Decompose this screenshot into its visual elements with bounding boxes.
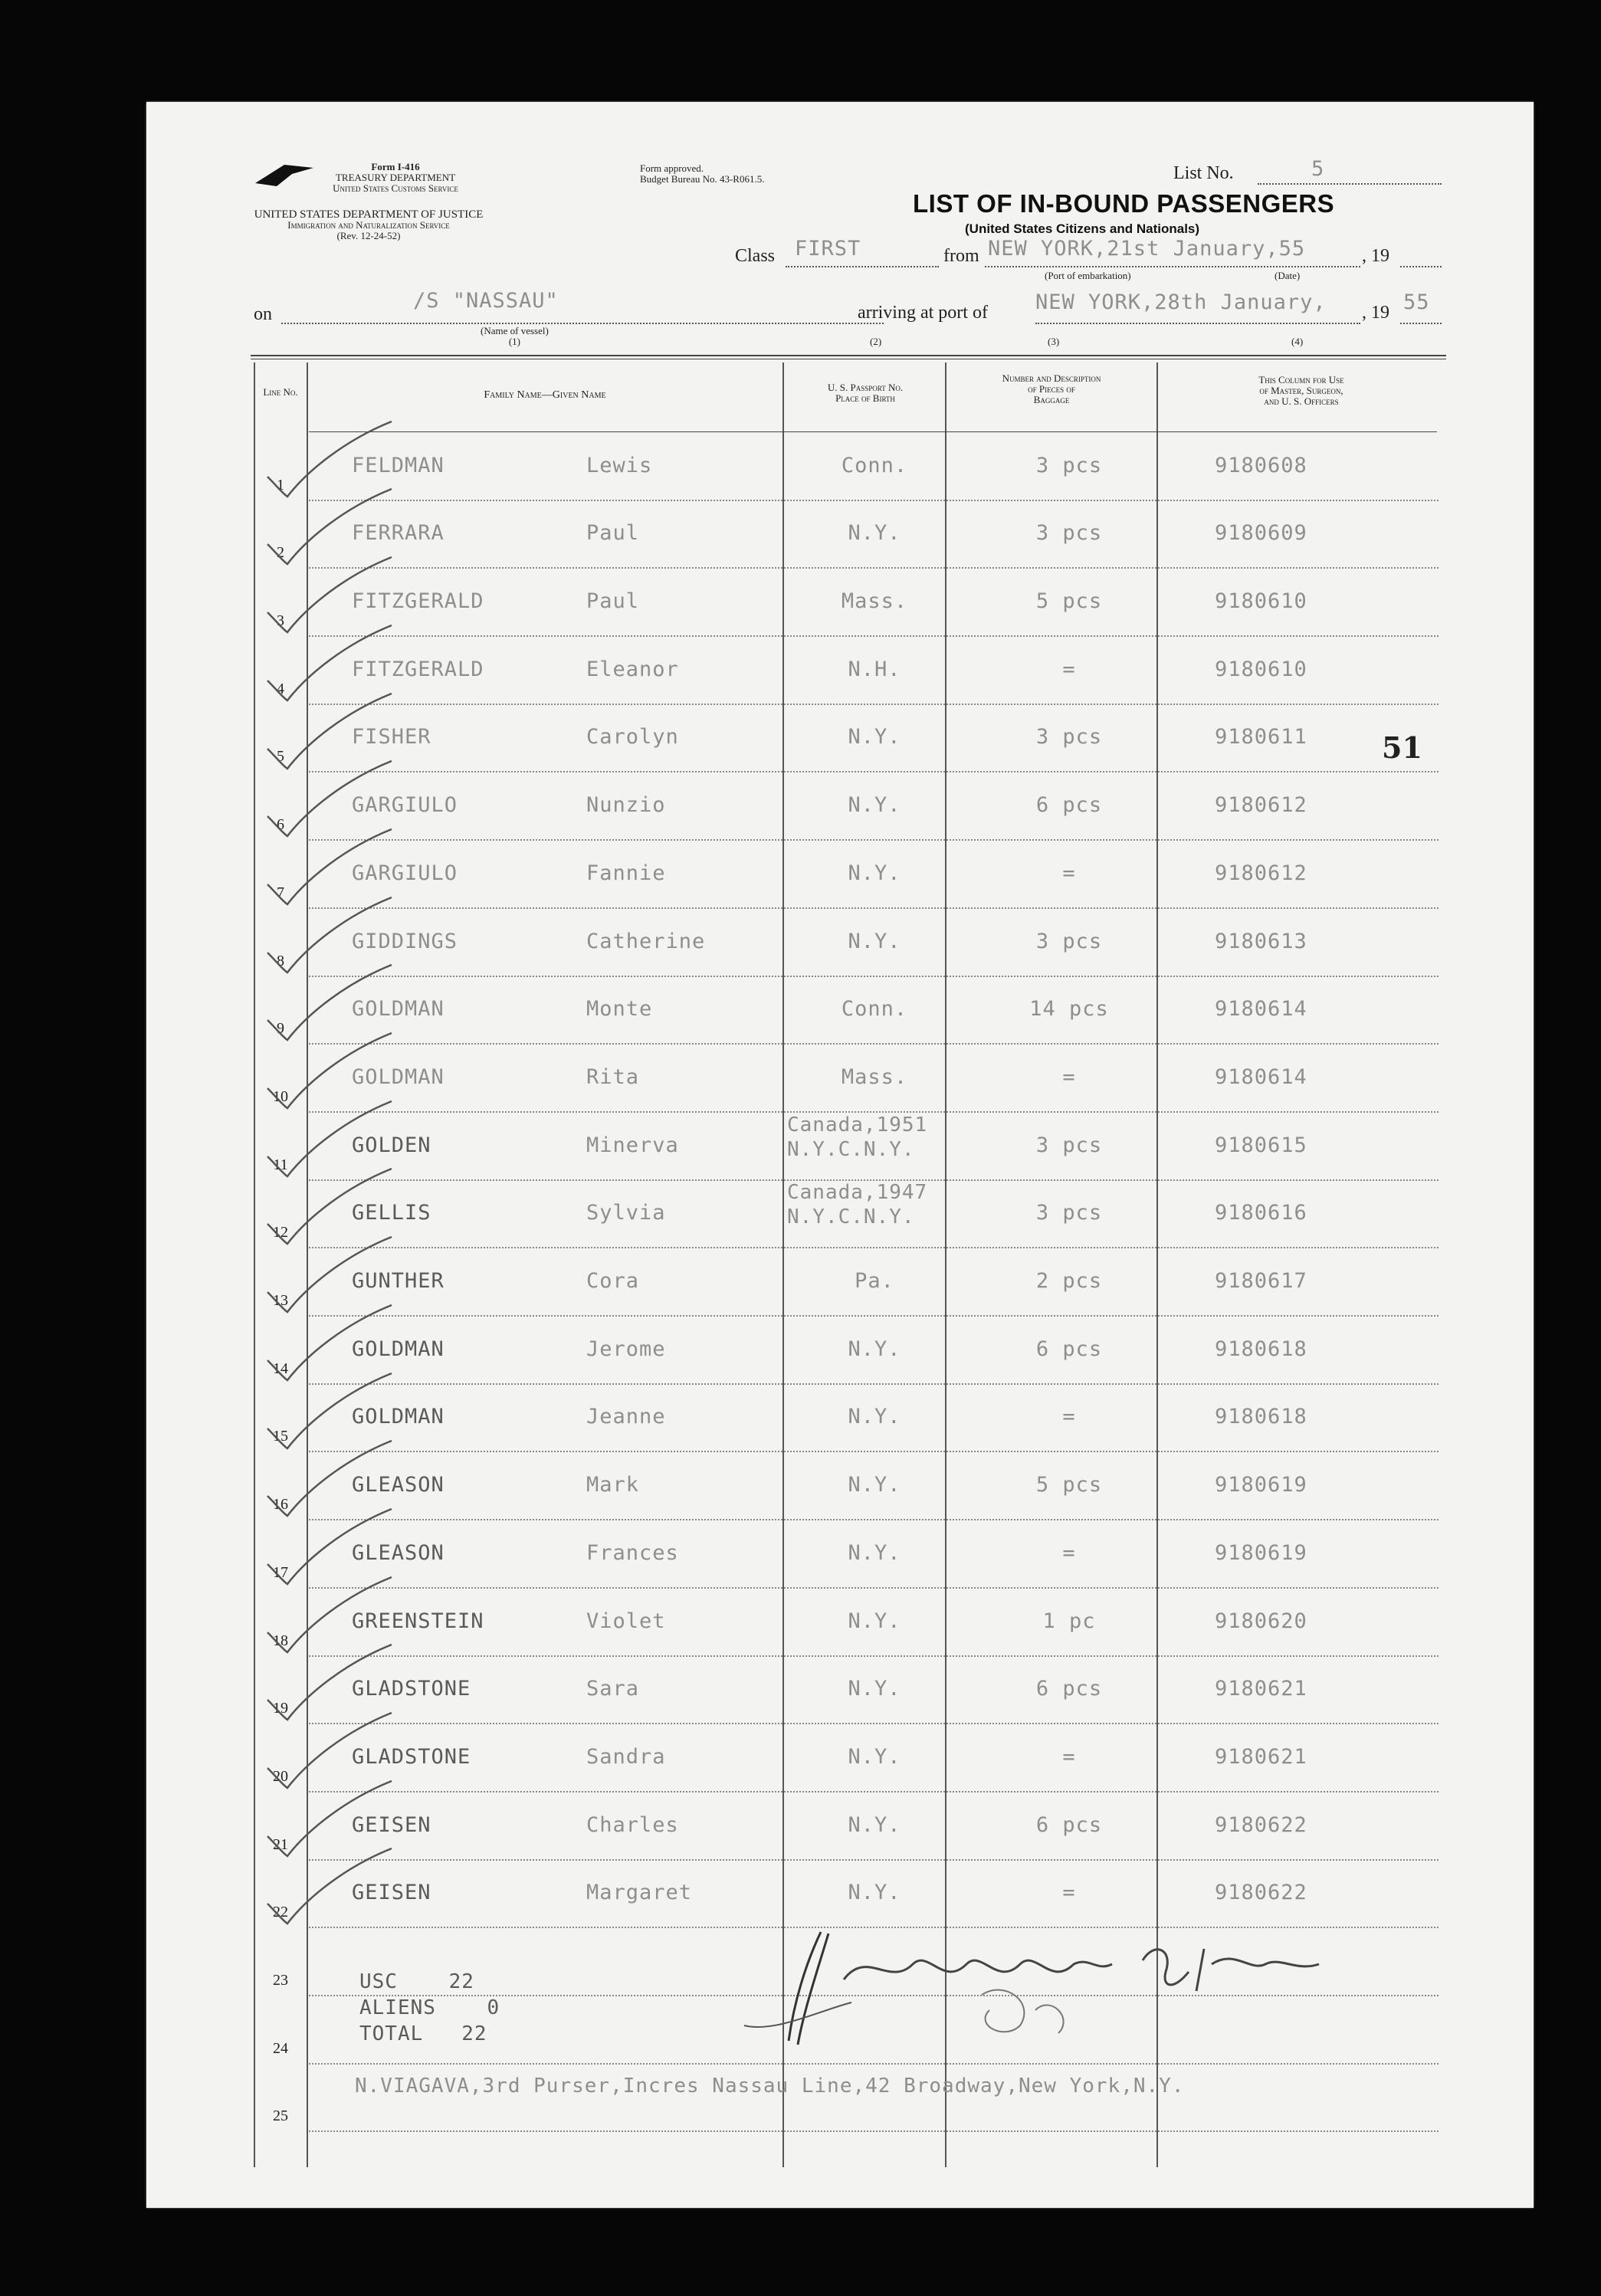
list-no-rule [1258, 183, 1442, 185]
list-no-label: List No. [1173, 163, 1234, 183]
given-name: Margaret [586, 1881, 693, 1905]
officer-code: 9180622 [1215, 1881, 1307, 1905]
handwritten-annotation-51: 51 [1382, 730, 1422, 765]
given-name: Rita [586, 1064, 640, 1089]
officer-code: 9180617 [1215, 1269, 1307, 1294]
officer-code: 9180614 [1215, 997, 1307, 1022]
revision-date: (Rev. 12-24-52) [336, 230, 401, 241]
officers-heading-2: of Master, Surgeon, [1259, 385, 1343, 396]
class-value: FIRST [795, 237, 861, 261]
baggage: = [1062, 861, 1076, 885]
baggage: 14 pcs [1029, 997, 1109, 1022]
arriving-rule [1035, 323, 1360, 324]
port-embarkation-caption: (Port of embarkation) [1045, 270, 1131, 281]
row-rule [309, 2130, 1439, 2132]
family-name: GLADSTONE [352, 1744, 471, 1769]
officer-code: 9180614 [1215, 1064, 1307, 1089]
line-number: 12 [273, 1224, 288, 1241]
officer-code: 9180612 [1215, 861, 1307, 885]
given-name: Mark [586, 1473, 640, 1497]
master-signature [714, 1918, 1350, 2064]
birthplace: N.Y. [848, 1744, 901, 1769]
baggage: = [1062, 1744, 1076, 1769]
given-name: Lewis [586, 453, 653, 477]
family-name: GOLDMAN [352, 1337, 445, 1361]
birthplace: Pa. [855, 1269, 894, 1294]
on-label: on [254, 304, 272, 324]
officers-heading-1: This Column for Use [1258, 374, 1344, 385]
arriving-value: NEW YORK,28th January, [1035, 290, 1327, 314]
baggage: 2 pcs [1035, 1269, 1103, 1294]
baggage: = [1062, 1405, 1076, 1429]
line-number: 24 [273, 2039, 288, 2057]
total-value: 22 [461, 2022, 487, 2045]
birthplace: N.Y. [848, 1812, 901, 1837]
line-number: 10 [273, 1087, 288, 1105]
baggage: = [1062, 1881, 1076, 1905]
year-value-2: 55 [1403, 290, 1430, 314]
line-number: 15 [273, 1428, 288, 1445]
line-number: 6 [277, 816, 284, 834]
officers-heading-3: and U. S. Officers [1264, 395, 1339, 407]
given-name: Minerva [586, 1133, 679, 1157]
arriving-label: arriving at port of [858, 303, 988, 323]
officer-code: 9180616 [1215, 1201, 1307, 1225]
vessel-caption-text: (Name of vessel) [481, 325, 549, 336]
family-name: GLADSTONE [352, 1677, 471, 1701]
officer-code: 9180618 [1215, 1405, 1307, 1429]
family-name: GOLDMAN [352, 1405, 445, 1429]
given-name: Sylvia [586, 1201, 666, 1225]
from-rule [985, 266, 1360, 267]
given-name: Violet [586, 1609, 666, 1633]
total-row [359, 2021, 500, 2047]
ins-service: Immigration and Naturalization Service [287, 219, 450, 231]
family-name: GELLIS [352, 1201, 431, 1225]
baggage: = [1062, 1540, 1076, 1565]
birthplace: N.H. [848, 657, 901, 681]
given-name: Carolyn [586, 725, 679, 749]
given-name: Catherine [586, 929, 706, 953]
family-name: GEISEN [352, 1812, 431, 1837]
family-name: GOLDEN [352, 1133, 431, 1157]
line-number: 3 [277, 612, 284, 630]
family-name: GLEASON [352, 1473, 445, 1497]
column-header-line-no [255, 387, 306, 398]
given-name: Monte [586, 997, 653, 1022]
birthplace: N.Y. [848, 1473, 901, 1497]
family-name: GARGIULO [352, 793, 458, 818]
baggage: 3 pcs [1035, 453, 1103, 477]
line-number: 7 [277, 884, 284, 901]
birthplace: N.Y. [848, 1881, 901, 1905]
officer-code: 9180610 [1215, 657, 1307, 681]
justice-dept: UNITED STATES DEPARTMENT OF JUSTICE [254, 208, 484, 221]
list-no-value: 5 [1311, 157, 1325, 181]
officer-code: 9180619 [1215, 1473, 1307, 1497]
given-name: Eleanor [586, 657, 679, 681]
family-name: FISHER [352, 725, 431, 749]
birthplace: N.Y. [848, 1405, 901, 1429]
officer-code: 9180621 [1215, 1744, 1307, 1769]
line-number: 5 [277, 748, 284, 766]
baggage-heading-2: of Pieces of [1028, 383, 1075, 395]
officer-code: 9180612 [1215, 793, 1307, 818]
officer-code: 9180608 [1215, 453, 1307, 477]
officer-code: 9180609 [1215, 521, 1307, 546]
given-name: Fannie [586, 861, 666, 885]
birthplace: N.Y. [848, 1677, 901, 1701]
eagle-logo-icon [254, 160, 315, 191]
passenger-manifest-page [146, 102, 1534, 2208]
column-caption-4: (4) [1291, 336, 1304, 347]
year-rule-1 [1400, 266, 1442, 267]
column-header-baggage [948, 373, 1155, 405]
baggage: 6 pcs [1035, 1812, 1103, 1837]
totals-block [359, 1969, 500, 2047]
usc-row [359, 1969, 500, 1995]
class-rule [786, 266, 939, 267]
birthplace: Conn. [841, 997, 908, 1022]
birthplace: N.Y. [848, 1609, 901, 1633]
vessel-rule [281, 323, 884, 324]
birthplace: Canada,1947 [787, 1181, 928, 1205]
line-number: 20 [273, 1767, 288, 1785]
baggage-heading-1: Number and Description [1002, 372, 1101, 384]
birthplace: Mass. [841, 589, 908, 614]
birthplace: N.Y. [848, 861, 901, 885]
family-name: FERRARA [352, 521, 445, 546]
baggage: 6 pcs [1035, 1337, 1103, 1361]
aliens-value: 0 [487, 1996, 500, 2019]
officer-code: 9180622 [1215, 1812, 1307, 1837]
officer-code: 9180615 [1215, 1133, 1307, 1157]
page-title: LIST OF IN-BOUND PASSENGERS [913, 189, 1335, 218]
vessel-caption-number: (1) [508, 336, 520, 347]
line-number: 19 [273, 1700, 288, 1717]
year-label-1: , 19 [1362, 246, 1389, 266]
given-name: Jeanne [586, 1405, 666, 1429]
family-name: FELDMAN [352, 453, 445, 477]
baggage: 3 pcs [1035, 521, 1103, 546]
officer-code: 9180611 [1215, 725, 1307, 749]
given-name: Frances [586, 1540, 679, 1565]
line-number: 17 [273, 1563, 288, 1581]
given-name: Charles [586, 1812, 679, 1837]
column-header-officers [1160, 375, 1443, 407]
baggage: 3 pcs [1035, 929, 1103, 953]
purser-footer: N.VIAGAVA,3rd Purser,Incres Nassau Line,42 Broadway,New York,N.Y. [355, 2075, 1185, 2098]
customs-service: United States Customs Service [333, 182, 458, 194]
birthplace: N.Y. [848, 521, 901, 546]
given-name: Nunzio [586, 793, 666, 818]
baggage: 5 pcs [1035, 589, 1103, 614]
form-approved: Form approved. [640, 162, 704, 174]
family-name: GOLDMAN [352, 997, 445, 1022]
year-rule-2 [1400, 323, 1442, 324]
line-number: 16 [273, 1496, 288, 1514]
vessel-value: /S "NASSAU" [413, 289, 559, 313]
table-top-rule [251, 355, 1446, 356]
column-header-passport [787, 382, 943, 404]
given-name: Sara [586, 1677, 640, 1701]
family-name: GOLDMAN [352, 1064, 445, 1089]
officer-code: 9180619 [1215, 1540, 1307, 1565]
family-name: GLEASON [352, 1540, 445, 1565]
birthplace-heading: Place of Birth [835, 392, 895, 404]
check-mark-icon [261, 1844, 399, 1928]
family-name: FITZGERALD [352, 589, 484, 614]
vessel-caption [481, 326, 549, 347]
passport-heading: U. S. Passport No. [827, 382, 904, 393]
line-no-heading: Line No. [263, 386, 298, 398]
officer-code: 9180620 [1215, 1609, 1307, 1633]
baggage: 5 pcs [1035, 1473, 1103, 1497]
birthplace-line2: N.Y.C.N.Y. [787, 1137, 915, 1161]
birthplace: Conn. [841, 453, 908, 477]
baggage: 1 pc [1042, 1609, 1096, 1633]
line-number: 2 [277, 544, 284, 562]
line-number: 21 [273, 1835, 288, 1853]
birthplace: N.Y. [848, 725, 901, 749]
family-name: FITZGERALD [352, 657, 484, 681]
baggage-heading-3: Baggage [1033, 394, 1070, 405]
line-number: 25 [273, 2107, 288, 2125]
line-number: 23 [273, 1972, 288, 1989]
birthplace-line2: N.Y.C.N.Y. [787, 1205, 915, 1229]
from-label: from [943, 246, 979, 266]
officer-code: 9180613 [1215, 929, 1307, 953]
given-name: Jerome [586, 1337, 666, 1361]
line-number: 18 [273, 1632, 288, 1649]
line-number: 13 [273, 1292, 288, 1310]
baggage: = [1062, 1064, 1076, 1089]
baggage: = [1062, 657, 1076, 681]
usc-value: 22 [448, 1970, 474, 1993]
usc-label: USC [359, 1970, 398, 1993]
birthplace: Mass. [841, 1064, 908, 1089]
birthplace: N.Y. [848, 1540, 901, 1565]
officer-code: 9180621 [1215, 1677, 1307, 1701]
line-number: 8 [277, 952, 284, 969]
baggage: 3 pcs [1035, 1201, 1103, 1225]
budget-bureau: Budget Bureau No. 43-R061.5. [640, 173, 765, 185]
date-caption: (Date) [1275, 270, 1301, 281]
line-number: 11 [273, 1156, 288, 1173]
birthplace: N.Y. [848, 793, 901, 818]
aliens-row [359, 1995, 500, 2021]
from-value: NEW YORK,21st January,55 [988, 237, 1306, 261]
form-number: Form I-416 [371, 161, 420, 172]
family-name: GARGIULO [352, 861, 458, 885]
total-label: TOTAL [359, 2022, 424, 2045]
treasury-dept: TREASURY DEPARTMENT [335, 172, 456, 183]
family-name: GUNTHER [352, 1269, 445, 1294]
column-header-name: Family Name—Given Name [484, 389, 606, 401]
baggage: 6 pcs [1035, 1677, 1103, 1701]
header-bottom-rule [309, 431, 1437, 432]
column-caption-3: (3) [1048, 336, 1060, 347]
baggage: 6 pcs [1035, 793, 1103, 818]
class-label: Class [735, 246, 776, 266]
column-caption-2: (2) [870, 336, 882, 347]
birthplace: N.Y. [848, 929, 901, 953]
family-name: GEISEN [352, 1881, 431, 1905]
page-subtitle: (United States Citizens and Nationals) [965, 221, 1200, 236]
given-name: Cora [586, 1269, 640, 1294]
birthplace: Canada,1951 [787, 1113, 928, 1137]
officer-code: 9180618 [1215, 1337, 1307, 1361]
birthplace: N.Y. [848, 1337, 901, 1361]
line-number: 1 [277, 476, 284, 494]
family-name: GIDDINGS [352, 929, 458, 953]
given-name: Sandra [586, 1744, 666, 1769]
line-number: 9 [277, 1020, 284, 1038]
given-name: Paul [586, 589, 640, 614]
year-label-2: , 19 [1362, 303, 1389, 323]
baggage: 3 pcs [1035, 725, 1103, 749]
aliens-label: ALIENS [359, 1996, 436, 2019]
given-name: Paul [586, 521, 640, 546]
line-number: 14 [273, 1360, 288, 1377]
family-name: GREENSTEIN [352, 1609, 484, 1633]
baggage: 3 pcs [1035, 1133, 1103, 1157]
line-number: 4 [277, 680, 284, 697]
line-number: 22 [273, 1904, 288, 1921]
officer-code: 9180610 [1215, 589, 1307, 614]
